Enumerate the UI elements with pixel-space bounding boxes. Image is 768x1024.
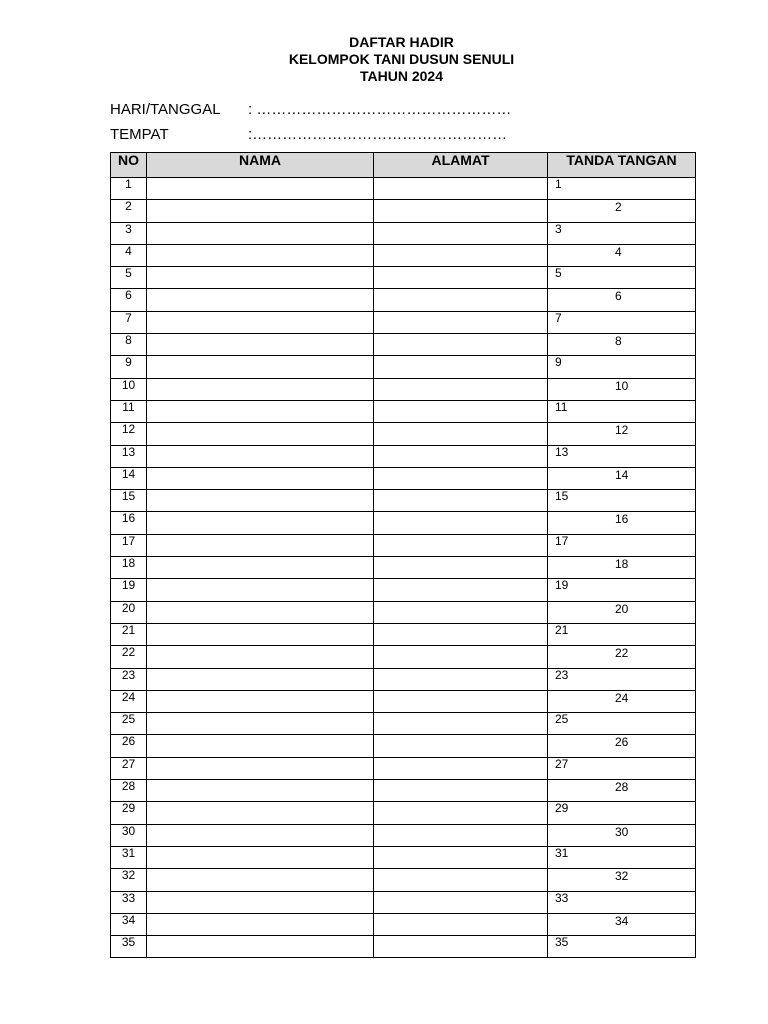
alamat-cell[interactable] — [374, 780, 548, 802]
nama-cell[interactable] — [147, 534, 374, 556]
alamat-cell[interactable] — [374, 869, 548, 891]
signature-cell[interactable] — [548, 601, 696, 623]
nama-cell[interactable] — [147, 780, 374, 802]
table-row — [111, 690, 696, 712]
alamat-cell[interactable] — [374, 802, 548, 824]
nama-cell[interactable] — [147, 690, 374, 712]
alamat-cell[interactable] — [374, 601, 548, 623]
nama-cell[interactable] — [147, 512, 374, 534]
signature-cell[interactable] — [548, 356, 696, 378]
date-field-label: HARI/TANGGAL — [110, 101, 221, 118]
date-field-value[interactable]: : …………………………………………… — [248, 101, 512, 118]
signature-cell[interactable] — [548, 467, 696, 489]
signature-number: 4 — [615, 244, 622, 259]
signature-cell[interactable] — [548, 378, 696, 400]
signature-cell[interactable] — [548, 400, 696, 422]
row-number: 16 — [111, 512, 147, 534]
signature-cell[interactable] — [548, 222, 696, 244]
alamat-cell[interactable] — [374, 311, 548, 333]
signature-cell[interactable] — [548, 757, 696, 779]
signature-number: 15 — [555, 489, 569, 504]
nama-cell[interactable] — [147, 445, 374, 467]
document-title — [0, 34, 768, 85]
nama-cell[interactable] — [147, 713, 374, 735]
alamat-cell[interactable] — [374, 690, 548, 712]
row-number: 25 — [111, 713, 147, 735]
signature-number: 20 — [615, 601, 629, 616]
row-number: 8 — [111, 334, 147, 356]
table-row — [111, 244, 696, 266]
signature-number: 6 — [615, 289, 622, 304]
table-row — [111, 913, 696, 935]
signature-cell[interactable] — [548, 846, 696, 868]
table-row — [111, 891, 696, 913]
nama-cell[interactable] — [147, 244, 374, 266]
nama-cell[interactable] — [147, 646, 374, 668]
table-row — [111, 802, 696, 824]
signature-number: 23 — [555, 667, 569, 682]
row-number: 34 — [111, 913, 147, 935]
signature-cell[interactable] — [548, 646, 696, 668]
alamat-cell[interactable] — [374, 445, 548, 467]
alamat-cell[interactable] — [374, 289, 548, 311]
signature-cell[interactable] — [548, 913, 696, 935]
table-row — [111, 334, 696, 356]
alamat-cell[interactable] — [374, 490, 548, 512]
place-field-row — [110, 126, 507, 144]
signature-cell[interactable] — [548, 802, 696, 824]
alamat-cell[interactable] — [374, 222, 548, 244]
table-row — [111, 490, 696, 512]
signature-number: 28 — [615, 780, 629, 795]
row-number: 33 — [111, 891, 147, 913]
header-tanda-tangan: TANDA TANGAN — [548, 153, 696, 178]
alamat-cell[interactable] — [374, 891, 548, 913]
alamat-cell[interactable] — [374, 512, 548, 534]
table-row — [111, 467, 696, 489]
row-number: 29 — [111, 802, 147, 824]
alamat-cell[interactable] — [374, 467, 548, 489]
alamat-cell[interactable] — [374, 936, 548, 958]
row-number: 17 — [111, 534, 147, 556]
signature-number: 17 — [555, 533, 569, 548]
row-number: 28 — [111, 780, 147, 802]
alamat-cell[interactable] — [374, 579, 548, 601]
nama-cell[interactable] — [147, 869, 374, 891]
signature-number: 5 — [555, 266, 562, 281]
table-row — [111, 869, 696, 891]
table-row — [111, 512, 696, 534]
table-row — [111, 646, 696, 668]
alamat-cell[interactable] — [374, 623, 548, 645]
table-row — [111, 601, 696, 623]
nama-cell[interactable] — [147, 200, 374, 222]
signature-cell[interactable] — [548, 869, 696, 891]
signature-number: 10 — [615, 378, 629, 393]
row-number: 18 — [111, 557, 147, 579]
signature-cell[interactable] — [548, 534, 696, 556]
signature-cell[interactable] — [548, 267, 696, 289]
alamat-cell[interactable] — [374, 713, 548, 735]
signature-cell[interactable] — [548, 690, 696, 712]
nama-cell[interactable] — [147, 824, 374, 846]
alamat-cell[interactable] — [374, 378, 548, 400]
row-number: 9 — [111, 356, 147, 378]
signature-cell[interactable] — [548, 423, 696, 445]
table-row — [111, 780, 696, 802]
signature-number: 22 — [615, 646, 629, 661]
row-number: 12 — [111, 423, 147, 445]
table-row — [111, 200, 696, 222]
table-row — [111, 378, 696, 400]
alamat-cell[interactable] — [374, 913, 548, 935]
attendance-table — [110, 152, 696, 958]
table-row — [111, 824, 696, 846]
signature-cell[interactable] — [548, 200, 696, 222]
signature-number: 14 — [615, 467, 629, 482]
table-row — [111, 178, 696, 200]
row-number: 27 — [111, 757, 147, 779]
alamat-cell[interactable] — [374, 267, 548, 289]
table-row — [111, 668, 696, 690]
alamat-cell[interactable] — [374, 200, 548, 222]
row-number: 19 — [111, 579, 147, 601]
table-row — [111, 311, 696, 333]
signature-number: 32 — [615, 869, 629, 884]
title-line-2: KELOMPOK TANI DUSUN SENULI — [288, 51, 515, 67]
signature-number: 35 — [555, 935, 569, 950]
signature-cell[interactable] — [548, 668, 696, 690]
table-row — [111, 289, 696, 311]
signature-number: 21 — [555, 622, 569, 637]
signature-number: 12 — [615, 423, 629, 438]
alamat-cell[interactable] — [374, 534, 548, 556]
table-row — [111, 936, 696, 958]
row-number: 24 — [111, 690, 147, 712]
table-row — [111, 757, 696, 779]
signature-number: 34 — [615, 913, 629, 928]
row-number: 3 — [111, 222, 147, 244]
nama-cell[interactable] — [147, 802, 374, 824]
table-row — [111, 445, 696, 467]
row-number: 22 — [111, 646, 147, 668]
signature-number: 27 — [555, 756, 569, 771]
signature-number: 33 — [555, 890, 569, 905]
header-alamat: ALAMAT — [374, 153, 548, 178]
signature-number: 25 — [555, 712, 569, 727]
nama-cell[interactable] — [147, 289, 374, 311]
table-row — [111, 423, 696, 445]
signature-number: 9 — [555, 355, 562, 370]
signature-number: 29 — [555, 801, 569, 816]
signature-number: 1 — [555, 177, 562, 191]
signature-cell[interactable] — [548, 334, 696, 356]
signature-cell[interactable] — [548, 891, 696, 913]
signature-number: 11 — [555, 399, 568, 414]
alamat-cell[interactable] — [374, 178, 548, 200]
table-row — [111, 846, 696, 868]
signature-number: 8 — [615, 334, 622, 349]
row-number: 26 — [111, 735, 147, 757]
alamat-cell[interactable] — [374, 646, 548, 668]
signature-number: 30 — [615, 824, 629, 839]
table-row — [111, 356, 696, 378]
signature-cell[interactable] — [548, 936, 696, 958]
signature-cell[interactable] — [548, 178, 696, 200]
signature-number: 13 — [555, 444, 569, 459]
nama-cell[interactable] — [147, 846, 374, 868]
table-row — [111, 222, 696, 244]
row-number: 30 — [111, 824, 147, 846]
signature-cell[interactable] — [548, 445, 696, 467]
row-number: 7 — [111, 311, 147, 333]
header-no: NO — [111, 153, 147, 178]
nama-cell[interactable] — [147, 601, 374, 623]
row-number: 32 — [111, 869, 147, 891]
row-number: 4 — [111, 244, 147, 266]
nama-cell[interactable] — [147, 557, 374, 579]
alamat-cell[interactable] — [374, 824, 548, 846]
signature-cell[interactable] — [548, 579, 696, 601]
row-number: 15 — [111, 490, 147, 512]
row-number: 14 — [111, 467, 147, 489]
signature-cell[interactable] — [548, 623, 696, 645]
table-row — [111, 534, 696, 556]
alamat-cell[interactable] — [374, 244, 548, 266]
signature-number: 18 — [615, 557, 629, 572]
place-field-label: TEMPAT — [110, 126, 169, 143]
row-number: 35 — [111, 936, 147, 958]
signature-number: 16 — [615, 512, 629, 527]
signature-cell[interactable] — [548, 490, 696, 512]
row-number: 2 — [111, 200, 147, 222]
header-nama: NAMA — [147, 153, 374, 178]
place-field-value[interactable]: :…………………………………………… — [248, 126, 508, 143]
signature-number: 7 — [555, 310, 562, 325]
signature-cell[interactable] — [548, 311, 696, 333]
nama-cell[interactable] — [147, 334, 374, 356]
row-number: 1 — [111, 178, 147, 200]
signature-cell[interactable] — [548, 289, 696, 311]
row-number: 31 — [111, 846, 147, 868]
table-header-row — [111, 153, 696, 178]
signature-cell[interactable] — [548, 512, 696, 534]
nama-cell[interactable] — [147, 913, 374, 935]
title-line-3: TAHUN 2024 — [360, 68, 443, 84]
row-number: 10 — [111, 378, 147, 400]
signature-cell[interactable] — [548, 713, 696, 735]
nama-cell[interactable] — [147, 623, 374, 645]
date-field-row — [110, 101, 511, 119]
nama-cell[interactable] — [147, 400, 374, 422]
row-number: 5 — [111, 267, 147, 289]
nama-cell[interactable] — [147, 735, 374, 757]
nama-cell[interactable] — [147, 311, 374, 333]
signature-number: 31 — [555, 845, 569, 860]
nama-cell[interactable] — [147, 267, 374, 289]
alamat-cell[interactable] — [374, 757, 548, 779]
table-row — [111, 713, 696, 735]
table-row — [111, 623, 696, 645]
attendance-rows — [111, 178, 696, 958]
alamat-cell[interactable] — [374, 356, 548, 378]
alamat-cell[interactable] — [374, 557, 548, 579]
row-number: 13 — [111, 445, 147, 467]
signature-cell[interactable] — [548, 735, 696, 757]
nama-cell[interactable] — [147, 757, 374, 779]
alamat-cell[interactable] — [374, 334, 548, 356]
signature-number: 24 — [615, 690, 629, 705]
signature-number: 26 — [615, 735, 629, 750]
signature-number: 2 — [615, 200, 622, 215]
table-row — [111, 557, 696, 579]
row-number: 11 — [111, 400, 147, 422]
nama-cell[interactable] — [147, 356, 374, 378]
nama-cell[interactable] — [147, 423, 374, 445]
alamat-cell[interactable] — [374, 846, 548, 868]
row-number: 23 — [111, 668, 147, 690]
row-number: 21 — [111, 623, 147, 645]
table-row — [111, 267, 696, 289]
nama-cell[interactable] — [147, 579, 374, 601]
nama-cell[interactable] — [147, 178, 374, 200]
row-number: 6 — [111, 289, 147, 311]
nama-cell[interactable] — [147, 378, 374, 400]
table-row — [111, 579, 696, 601]
signature-cell[interactable] — [548, 780, 696, 802]
nama-cell[interactable] — [147, 222, 374, 244]
row-number: 20 — [111, 601, 147, 623]
alamat-cell[interactable] — [374, 735, 548, 757]
title-line-1: DAFTAR HADIR — [349, 34, 454, 50]
nama-cell[interactable] — [147, 467, 374, 489]
signature-number: 3 — [555, 221, 562, 236]
signature-cell[interactable] — [548, 557, 696, 579]
nama-cell[interactable] — [147, 891, 374, 913]
nama-cell[interactable] — [147, 936, 374, 958]
alamat-cell[interactable] — [374, 400, 548, 422]
alamat-cell[interactable] — [374, 423, 548, 445]
nama-cell[interactable] — [147, 668, 374, 690]
table-row — [111, 400, 696, 422]
signature-cell[interactable] — [548, 244, 696, 266]
table-row — [111, 735, 696, 757]
signature-number: 19 — [555, 578, 569, 593]
nama-cell[interactable] — [147, 490, 374, 512]
alamat-cell[interactable] — [374, 668, 548, 690]
signature-cell[interactable] — [548, 824, 696, 846]
